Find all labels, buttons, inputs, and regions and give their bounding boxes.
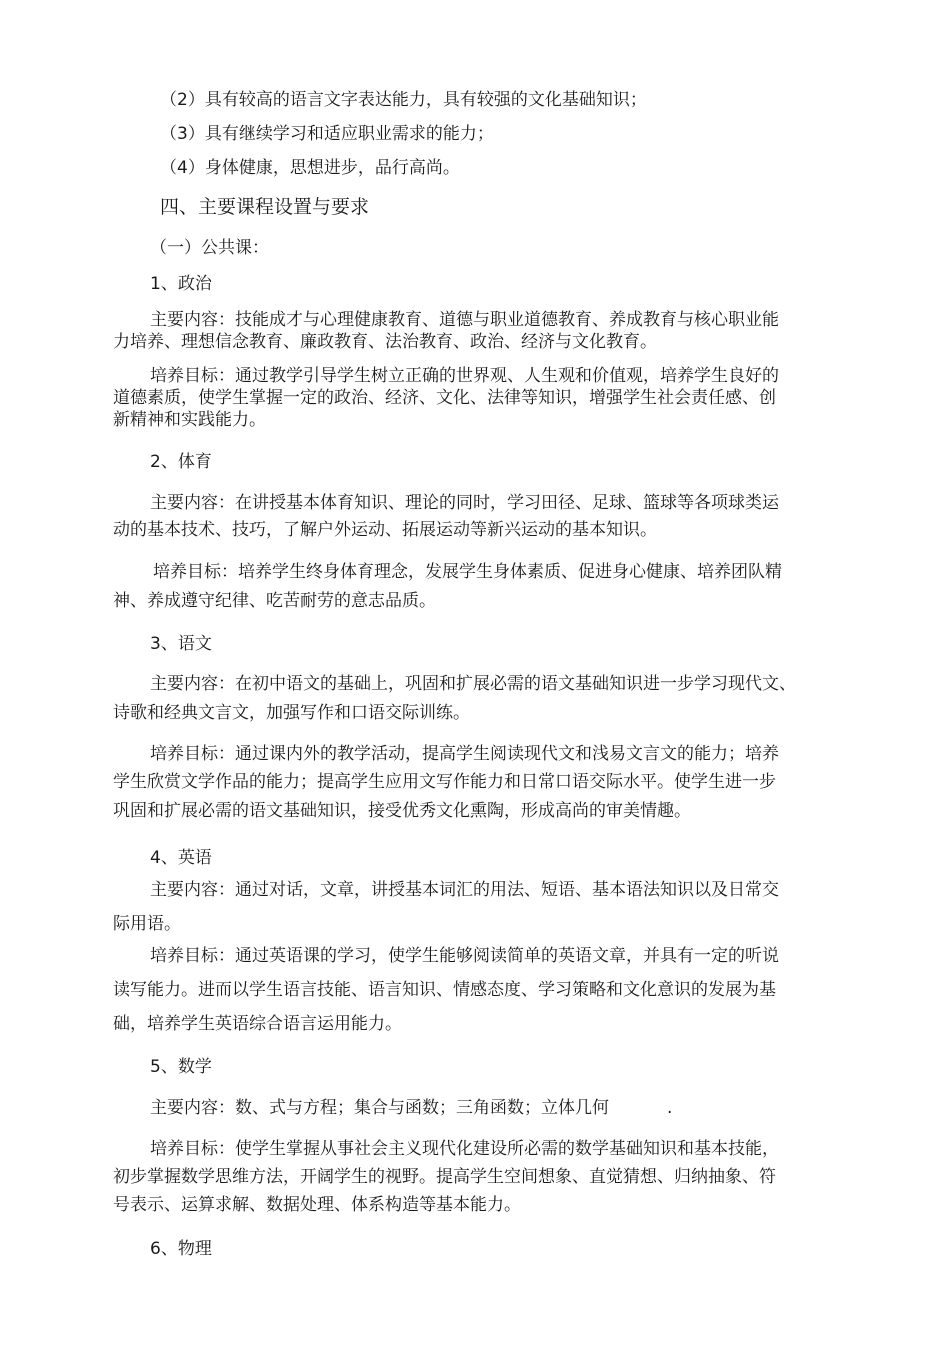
content-trailing-period: . (667, 1098, 673, 1118)
course-content-line: 主要内容：技能成才与心理健康教育、道德与职业道德教育、养成教育与核心职业能 (150, 310, 779, 330)
course-content-line: 主要内容：在初中语文的基础上，巩固和扩展必需的语文基础知识进一步学习现代文、 (150, 674, 796, 694)
course-goal-line: 础，培养学生英语综合语言运用能力。 (113, 1014, 402, 1034)
course-goal-line: 初步掌握数学思维方法，开阔学生的视野。提高学生空间想象、直觉猜想、归纳抽象、符 (113, 1167, 776, 1187)
course-content-line: 主要内容：数、式与方程；集合与函数；三角函数；立体几何 (150, 1098, 609, 1118)
course-goal-line: 培养目标：通过课内外的教学活动，提高学生阅读现代文和浅易文言文的能力；培养 (150, 744, 779, 764)
course-title-pe: 2、体育 (150, 452, 212, 472)
course-goal-line: 学生欣赏文学作品的能力；提高学生应用文写作能力和日常口语交际水平。使学生进一步 (113, 772, 776, 792)
course-goal-line: 培养目标：通过教学引导学生树立正确的世界观、人生观和价值观，培养学生良好的 (150, 366, 779, 386)
requirement-item-3: （3）具有继续学习和适应职业需求的能力； (160, 124, 494, 144)
course-title-chinese: 3、语文 (150, 634, 212, 654)
course-content-line: 际用语。 (113, 914, 181, 934)
requirement-item-2: （2）具有较高的语言文字表达能力，具有较强的文化基础知识； (160, 90, 647, 110)
course-goal-line: 培养目标：通过英语课的学习，使学生能够阅读简单的英语文章，并具有一定的听说 (150, 946, 779, 966)
course-title-english: 4、英语 (150, 848, 212, 868)
course-goal-line: 新精神和实践能力。 (113, 410, 266, 430)
course-title-math: 5、数学 (150, 1057, 212, 1077)
course-goal-line: 读写能力。进而以学生语言技能、语言知识、情感态度、学习策略和文化意识的发展为基 (113, 980, 776, 1000)
subsection-heading: （一）公共课： (150, 238, 269, 258)
course-goal-line: 培养目标：使学生掌握从事社会主义现代化建设所必需的数学基础知识和基本技能， (150, 1139, 779, 1159)
course-title-politics: 1、政治 (150, 274, 212, 294)
course-content-line: 主要内容：在讲授基本体育知识、理论的同时，学习田径、足球、篮球等各项球类运 (150, 493, 779, 513)
course-content-line: 动的基本技术、技巧，了解户外运动、拓展运动等新兴运动的基本知识。 (113, 520, 657, 540)
requirement-item-4: （4）身体健康，思想进步，品行高尚。 (160, 158, 460, 178)
course-goal-line: 巩固和扩展必需的语文基础知识，接受优秀文化熏陶，形成高尚的审美情趣。 (113, 801, 691, 821)
course-content-line: 诗歌和经典文言文，加强写作和口语交际训练。 (113, 703, 470, 723)
course-title-physics: 6、物理 (150, 1239, 212, 1259)
course-goal-line: 神、养成遵守纪律、吃苦耐劳的意志品质。 (113, 591, 436, 611)
course-content-line: 力培养、理想信念教育、廉政教育、法治教育、政治、经济与文化教育。 (113, 332, 657, 352)
course-goal-line: 培养目标：培养学生终身体育理念，发展学生身体素质、促进身心健康、培养团队精 (153, 562, 782, 582)
course-content-line: 主要内容：通过对话，文章，讲授基本词汇的用法、短语、基本语法知识以及日常交 (150, 880, 779, 900)
course-goal-line: 道德素质，使学生掌握一定的政治、经济、文化、法律等知识，增强学生社会责任感、创 (113, 388, 776, 408)
section-heading: 四、主要课程设置与要求 (160, 196, 370, 218)
course-goal-line: 号表示、运算求解、数据处理、体系构造等基本能力。 (113, 1195, 521, 1215)
